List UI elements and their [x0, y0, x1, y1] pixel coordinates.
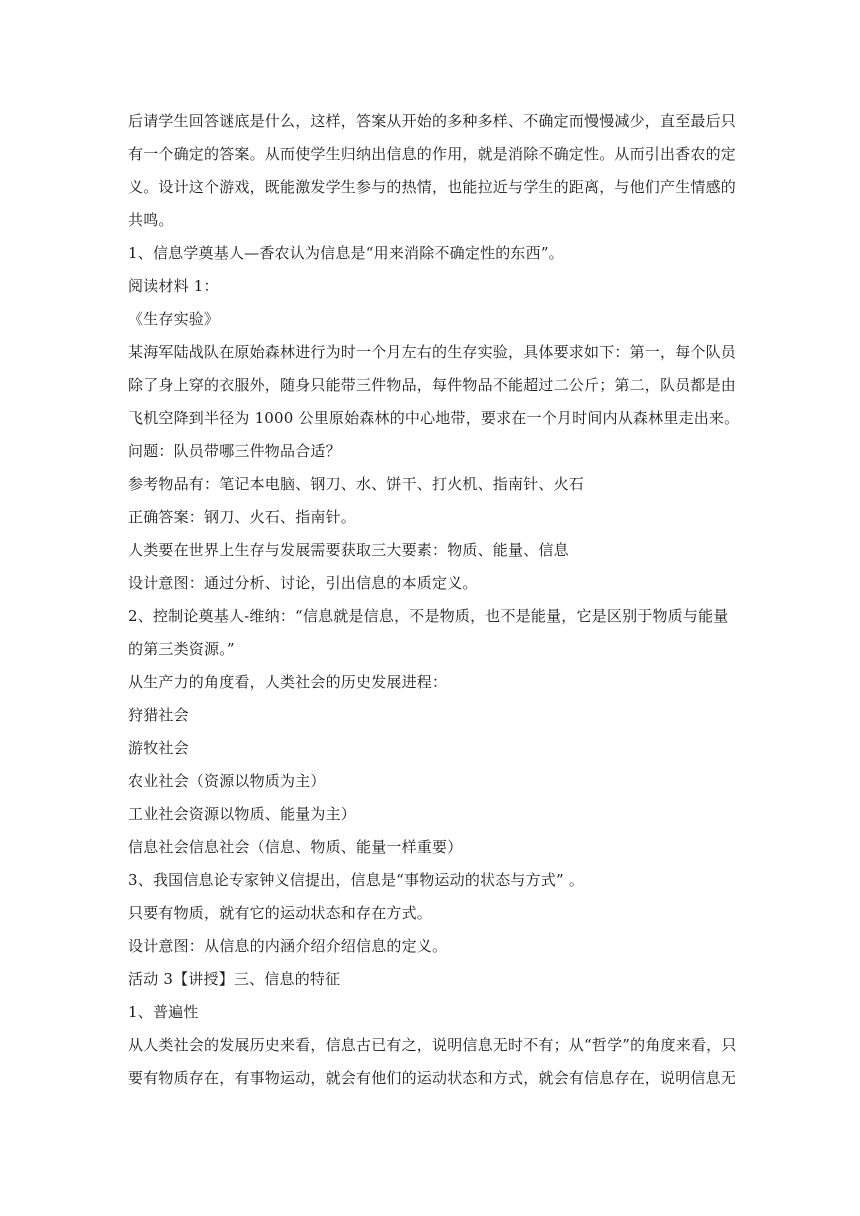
question-text: 问题：队员带哪三件物品合适？	[128, 442, 341, 460]
productivity-intro: 从生产力的角度看，人类社会的历史发展进程：	[128, 673, 448, 691]
text-line: 共鸣。	[128, 211, 174, 229]
society-item: 游牧社会	[128, 739, 189, 757]
matter-note: 只要有物质，就有它的运动状态和存在方式。	[128, 904, 433, 922]
intro-paragraph	[128, 105, 737, 237]
text-line: 后请学生回答谜底是什么，这样，答案从开始的多种多样、不确定而慢慢减少，直至最后只	[128, 112, 737, 130]
society-item: 狩猎社会	[128, 706, 189, 724]
feature-heading: 1、普遍性	[128, 1003, 199, 1021]
text-line: 某海军陆战队在原始森林进行为时一个月左右的生存实验，具体要求如下：第一，每个队员	[128, 343, 737, 361]
reading-title: 《生存实验》	[128, 310, 220, 328]
text-line: 2、控制论奠基人-维纳：“信息就是信息，不是物质，也不是能量，它是区别于物质与能量	[128, 607, 729, 625]
experiment-paragraph	[128, 336, 740, 435]
text-line: 要有物质存在，有事物运动，就会有他们的运动状态和方式，就会有信息存在，说明信息无	[128, 1069, 737, 1087]
design-intent: 设计意图：从信息的内涵介绍介绍信息的定义。	[128, 937, 448, 955]
text-line: 除了身上穿的衣服外，随身只能带三件物品，每件物品不能超过二公斤；第二，队员都是由	[128, 376, 737, 394]
correct-answer: 正确答案：钢刀、火石、指南针。	[128, 508, 357, 526]
text-line: 从人类社会的发展历史来看，信息古已有之，说明信息无时不有；从“哲学”的角度来看，只	[128, 1036, 737, 1054]
zhong-definition: 3、我国信息论专家钟义信提出，信息是“事物运动的状态与方式” 。	[128, 871, 585, 889]
society-item: 工业社会资源以物质、能量为主）	[128, 805, 357, 823]
activity-heading: 活动 3【讲授】三、信息的特征	[128, 970, 341, 988]
society-item: 农业社会（资源以物质为主）	[128, 772, 326, 790]
shannon-definition: 1、信息学奠基人—香农认为信息是“用来消除不确定性的东西”。	[128, 244, 564, 262]
three-elements: 人类要在世界上生存与发展需要获取三大要素：物质、能量、信息	[128, 541, 569, 559]
text-line: 义。设计这个游戏，既能激发学生参与的热情，也能拉近与学生的距离，与他们产生情感的	[128, 178, 737, 196]
wiener-definition	[128, 600, 734, 666]
society-item: 信息社会信息社会（信息、物质、能量一样重要）	[128, 838, 463, 856]
universality-paragraph	[128, 1029, 737, 1095]
text-line: 飞机空降到半径为 1000 公里原始森林的中心地带，要求在一个月时间内从森林里走出来。	[128, 409, 740, 427]
design-intent: 设计意图：通过分析、讨论，引出信息的本质定义。	[128, 574, 478, 592]
document-page	[128, 105, 740, 1095]
reading-label: 阅读材料 1：	[128, 277, 219, 295]
text-line: 的第三类资源。”	[128, 640, 235, 658]
reference-items: 参考物品有：笔记本电脑、钢刀、水、饼干、打火机、指南针、火石	[128, 475, 585, 493]
text-line: 有一个确定的答案。从而使学生归纳出信息的作用，就是消除不确定性。从而引出香农的定	[128, 145, 737, 163]
